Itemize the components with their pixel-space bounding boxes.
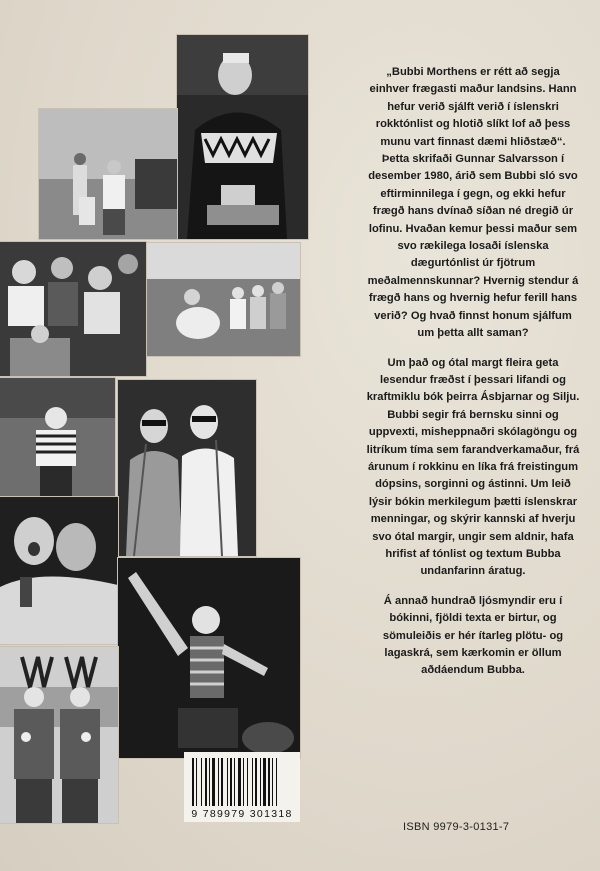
photo-rock-singer-on-stage xyxy=(118,558,300,758)
photo-man-in-sweater xyxy=(177,35,308,239)
photo-children-in-field xyxy=(146,243,300,356)
photo-family-outdoors xyxy=(39,109,177,239)
blurb-paragraph-3: Á annað hundrað ljósmyndir eru í bókinni, fjöldi texta er birtur, og sömuleiðis er hér ítarleg plötu- og lagaskrá, sem kærkomin er öllum aðdáendum Bubba. xyxy=(382,594,564,677)
barcode-bars-icon xyxy=(190,758,294,808)
photo-group-of-boys xyxy=(0,242,146,376)
blurb-paragraph-2: Um það og ótal margt fleira geta lesendur fræðst í þessari lifandi og kraftmiklu bók þeirra Ásbjarnar og Silju. Bubbi segir frá bernsku sinni og uppvexti, misheppnaðri skólagöngu og litríkum tíma sem farandverkamaður, frá árunum í rokkinu en líka frá freistingum dópsins, sorginni og ástinni. Um leið lýsir bókin merkilegum þætti íslenskrar menningar, og skýrir kannski af hverju svo ótal margir, ungir sem aldnir, hafa hrifist af tónlist og textum Bubba undanfarinn áratug. xyxy=(366,356,580,578)
photo-singers-with-microphones xyxy=(118,380,256,556)
barcode xyxy=(184,752,300,822)
barcode-number: 9 789979 301318 xyxy=(191,808,293,820)
photo-boys-in-costumes xyxy=(0,647,118,823)
photo-boy-striped-shirt xyxy=(0,378,115,496)
photo-shouting-singers xyxy=(0,497,118,644)
isbn-number: ISBN 9979-3-0131-7 xyxy=(403,821,510,833)
back-cover-blurb xyxy=(366,64,580,692)
blurb-paragraph-1: „Bubbi Morthens er rétt að segja einhver frægasti maður landsins. Hann hefur verið sjálft verið í íslenskri rokktónlist og hlotið slíkt lof að þess munu vart finnast dæmi hliðstæð“. Þetta skrifaði Gunnar Salvarsson í desember 1980, árið sem Bubbi sló svo eftirminnilega í gegn, og ekki hefur frægð hans dvínað síðan né dregið úr lofinu. Hvaðan kemur þessi maður sem svo rækilega losaði íslenska dægurtónlist úr fjötrum meðalmennskunnar? Hvernig stendur á frægð hans og hvernig hefur ferill hans verið? Og hvað finnst honum sjálfum um þetta allt saman? xyxy=(367,66,579,340)
